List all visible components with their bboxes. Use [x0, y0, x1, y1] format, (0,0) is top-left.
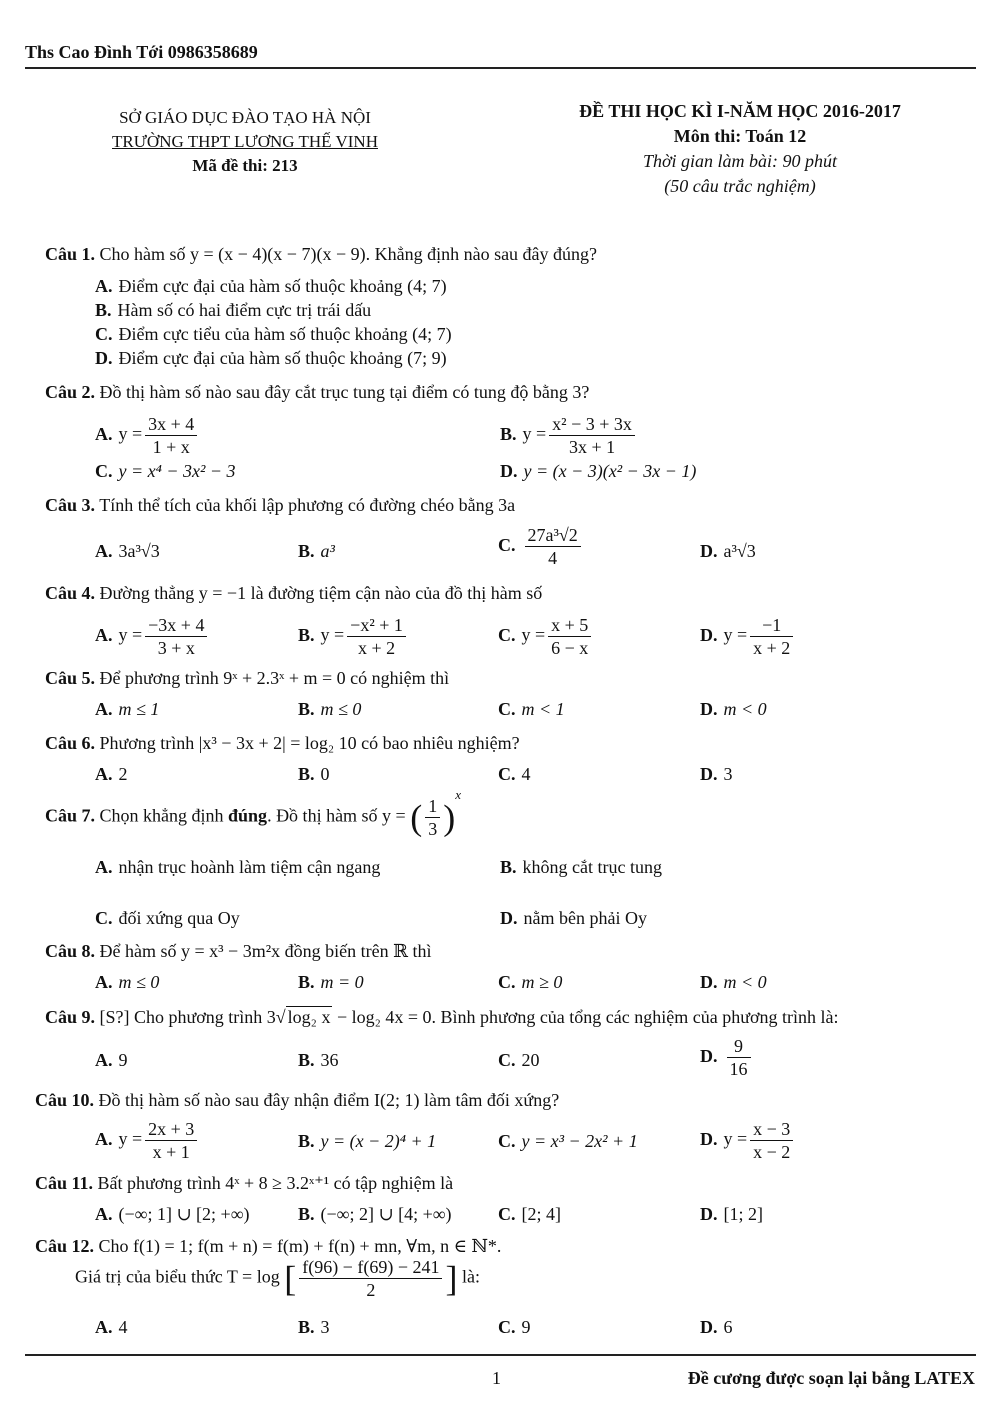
exponent: x: [455, 786, 461, 802]
bottom-rule: [25, 1354, 976, 1356]
question-11: Câu 11. Bất phương trình 4ˣ + 8 ≥ 3.2ˣ⁺¹ có tập nghiệm là: [35, 1173, 454, 1193]
fraction: $\frac{-3x + 4}{3 + x}$: [145, 614, 207, 659]
question-1: [45, 244, 597, 265]
fraction: $\frac{x - 3}{x - 2}$: [750, 1118, 793, 1163]
q4-option-b[interactable]: B. y = $\frac{\text{−x² + 1}}{x + 2}$: [298, 614, 409, 659]
bracket-open: [: [284, 1258, 297, 1299]
question-12: Câu 12. Cho f(1) = 1; f(m + n) = f(m) + f(n) + mn, ∀m, n ∈ ℕ*.: [35, 1236, 502, 1256]
question-count: (50 câu trắc nghiệm): [664, 176, 816, 196]
q2-option-a[interactable]: A. y = $\frac{3x + 4}{1 + x}$: [95, 413, 200, 458]
fraction: $\frac{x + 5}{6 - x}$: [548, 614, 591, 659]
q11-option-b[interactable]: B. (−∞; 2] ∪ [4; +∞): [298, 1204, 452, 1224]
q7-option-d[interactable]: D. nằm bên phải Oy: [500, 908, 647, 928]
school-name: TRƯỜNG THPT LƯƠNG THẾ VINH: [112, 132, 378, 151]
q11-option-a[interactable]: A. (−∞; 1] ∪ [2; +∞): [95, 1204, 250, 1224]
q10-option-b[interactable]: B. y = (x − 2)⁴ + 1: [298, 1131, 437, 1151]
q3-option-d[interactable]: D. a³√3: [700, 541, 756, 561]
q5-option-c[interactable]: C. m < 1: [498, 699, 565, 719]
q7-option-a[interactable]: A. nhận trục hoành làm tiệm cận ngang: [95, 857, 381, 877]
question-12-line2: Giá trị của biểu thức T = log [ $\frac{f(96) - f(69) - 241}{2}$ ] là:: [75, 1257, 480, 1300]
q6-option-c[interactable]: C. 4: [498, 764, 531, 784]
q12-option-a[interactable]: A. 4: [95, 1317, 128, 1337]
q6-option-a[interactable]: A. 2: [95, 764, 128, 784]
question-label: Câu 1.: [45, 244, 96, 264]
question-3: Câu 3. Tính thể tích của khối lập phương có đường chéo bằng 3a: [45, 495, 516, 515]
q10-option-c[interactable]: C. y = x³ − 2x² + 1: [498, 1131, 638, 1151]
q9-option-a[interactable]: A. 9: [95, 1050, 128, 1070]
q3-option-c[interactable]: C. $\frac{\text{27a³√2}}{4}$: [498, 524, 584, 569]
q4-option-a[interactable]: A. y = $\frac{-3x + 4}{3 + x}$: [95, 614, 210, 659]
q11-option-c[interactable]: C. [2; 4]: [498, 1204, 561, 1224]
q8-option-d[interactable]: D. m < 0: [700, 972, 767, 992]
fraction: $\frac{-1}{x + 2}$: [750, 614, 793, 659]
q8-option-b[interactable]: B. m = 0: [298, 972, 364, 992]
fraction: $\frac{2x + 3}{x + 1}$: [145, 1118, 197, 1163]
sqrt-radicand: log₂ x: [287, 1007, 331, 1027]
q1-option-a[interactable]: A. Điểm cực đại của hàm số thuộc khoảng (4; 7): [95, 276, 447, 296]
question-6: Câu 6. Phương trình |x³ − 3x + 2| = log₂ 10 có bao nhiêu nghiệm?: [45, 733, 520, 753]
q1-option-c[interactable]: C. Điểm cực tiểu của hàm số thuộc khoảng (4; 7): [95, 324, 452, 344]
sqrt-sign: √: [275, 1007, 286, 1027]
footer-note: Đề cương được soạn lại bằng LATEX: [687, 1368, 975, 1388]
fraction: $\frac{3x + 4}{1 + x}$: [145, 413, 197, 458]
question-9: Câu 9. [S?] Cho phương trình 3√ log₂ x − log₂ 4x = 0. Bình phương của tổng các nghiệm của phương trình là:: [45, 1007, 839, 1027]
question-10: Câu 10. Đồ thị hàm số nào sau đây nhận điểm I(2; 1) làm tâm đối xứng?: [35, 1090, 560, 1110]
q2-option-c[interactable]: C. y = x⁴ − 3x² − 3: [95, 461, 236, 481]
q7-option-b[interactable]: B. không cắt trục tung: [500, 857, 662, 877]
q7-option-c[interactable]: C. đối xứng qua Oy: [95, 908, 240, 928]
q1-option-b[interactable]: B. Hàm số có hai điểm cực trị trái dấu: [95, 300, 372, 320]
fraction: $\frac{9}{16}$: [727, 1035, 751, 1080]
q10-option-a[interactable]: A. y = $\frac{2x + 3}{x + 1}$: [95, 1118, 200, 1163]
q6-option-d[interactable]: D. 3: [700, 764, 733, 784]
fraction: $\frac{f(96) - f(69) - 241}{2}$: [299, 1256, 442, 1301]
exam-title: ĐỀ THI HỌC KÌ I-NĂM HỌC 2016-2017: [579, 101, 901, 121]
question-5: Câu 5. Để phương trình 9ˣ + 2.3ˣ + m = 0 có nghiệm thì: [45, 668, 450, 688]
paren-close: ): [443, 797, 456, 838]
q9-option-b[interactable]: B. 36: [298, 1050, 339, 1070]
q9-option-c[interactable]: C. 20: [498, 1050, 540, 1070]
q12-option-c[interactable]: C. 9: [498, 1317, 531, 1337]
exam-info-block: [540, 99, 940, 199]
q10-option-d[interactable]: D. y = $\frac{x - 3}{x - 2}$: [700, 1118, 796, 1163]
question-8: Câu 8. Để hàm số y = x³ − 3m²x đồng biến trên ℝ thì: [45, 941, 432, 961]
page-number: 1: [492, 1368, 501, 1388]
q2-option-b[interactable]: B. y = $\frac{\text{x² − 3 + 3x}}{3x + 1}$: [500, 413, 638, 458]
school-block: [75, 106, 415, 178]
q6-option-b[interactable]: B. 0: [298, 764, 330, 784]
q8-option-c[interactable]: C. m ≥ 0: [498, 972, 563, 992]
question-7: Câu 7. Chọn khẳng định đúng. Đồ thị hàm số y = ( $\frac{1}{3}$ )$^x$: [45, 786, 461, 839]
q12-option-d[interactable]: D. 6: [700, 1317, 733, 1337]
fraction: $\frac{1}{3}$: [425, 795, 440, 840]
q5-option-b[interactable]: B. m ≤ 0: [298, 699, 362, 719]
q3-option-a[interactable]: A. 3a³√3: [95, 541, 160, 561]
q4-option-c[interactable]: C. y = $\frac{x + 5}{6 - x}$: [498, 614, 594, 659]
q4-option-d[interactable]: D. y = $\frac{-1}{x + 2}$: [700, 614, 796, 659]
q11-option-d[interactable]: D. [1; 2]: [700, 1204, 763, 1224]
question-2: Câu 2. Đồ thị hàm số nào sau đây cắt trục tung tại điểm có tung độ bằng 3?: [45, 382, 590, 402]
question-stem: Cho hàm số y = (x − 4)(x − 7)(x − 9). Khẳng định nào sau đây đúng?: [99, 244, 598, 264]
q9-option-d[interactable]: D. $\frac{9}{16}$: [700, 1035, 754, 1080]
bracket-close: ]: [445, 1258, 458, 1299]
fraction: $\frac{\text{−x² + 1}}{x + 2}$: [347, 614, 406, 659]
q1-option-d[interactable]: D. Điểm cực đại của hàm số thuộc khoảng (7; 9): [95, 348, 447, 368]
q5-option-d[interactable]: D. m < 0: [700, 699, 767, 719]
exam-subject: Môn thi: Toán 12: [673, 126, 807, 146]
q2-option-d[interactable]: D. y = (x − 3)(x² − 3x − 1): [500, 461, 697, 481]
paren-open: (: [410, 797, 423, 838]
fraction: $\frac{\text{27a³√2}}{4}$: [525, 524, 581, 569]
q12-option-b[interactable]: B. 3: [298, 1317, 330, 1337]
exam-code: Mã đề thi: 213: [192, 156, 298, 175]
q5-option-a[interactable]: A. m ≤ 1: [95, 699, 160, 719]
q3-option-b[interactable]: B. a³: [298, 541, 335, 561]
exam-time: Thời gian làm bài: 90 phút: [642, 151, 838, 171]
top-rule: [25, 67, 976, 69]
author-line: Ths Cao Đình Tới 0986358689: [25, 42, 258, 62]
fraction: $\frac{\text{x² − 3 + 3x}}{3x + 1}$: [549, 413, 635, 458]
q8-option-a[interactable]: A. m ≤ 0: [95, 972, 160, 992]
question-4: Câu 4. Đường thẳng y = −1 là đường tiệm cận nào của đồ thị hàm số: [45, 583, 543, 603]
dept-name: SỞ GIÁO DỤC ĐÀO TẠO HÀ NỘI: [119, 108, 371, 127]
